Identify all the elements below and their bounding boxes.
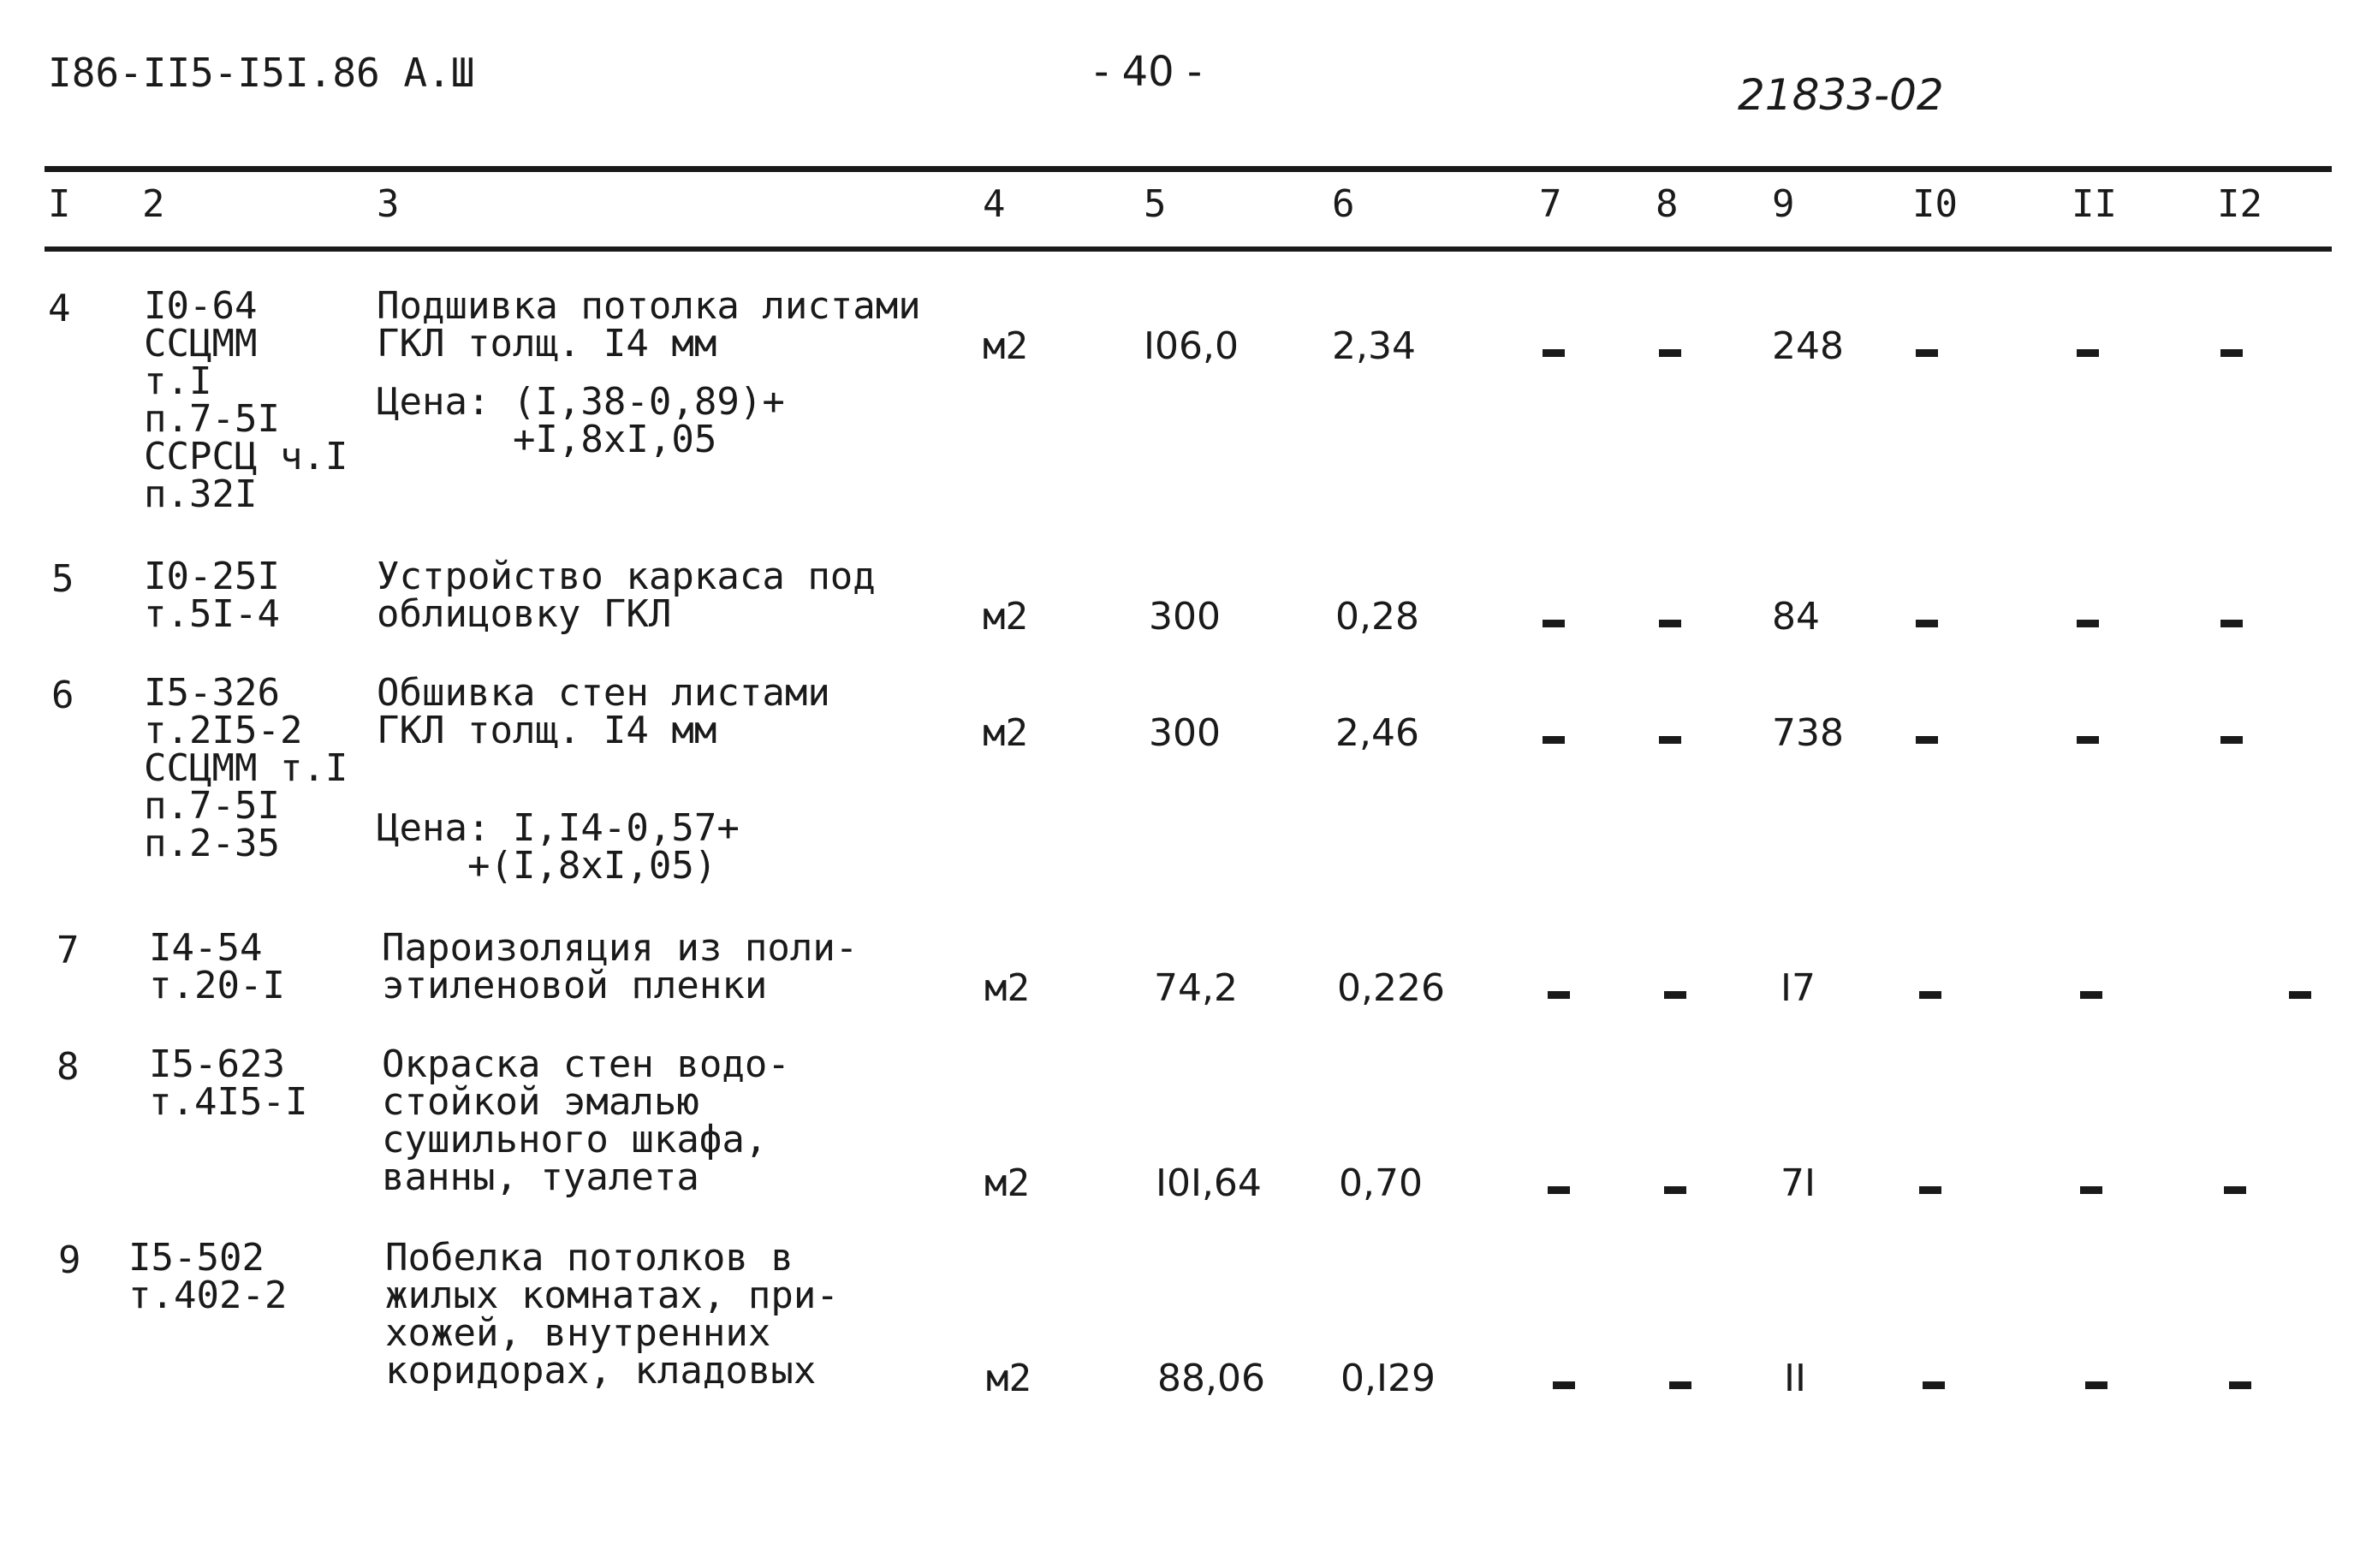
col-header-3: 3 [377, 182, 400, 226]
rate: 0,I29 [1341, 1357, 1436, 1400]
dash-col10 [1919, 1186, 1941, 1194]
dash-col7 [1543, 736, 1565, 744]
row-number: 4 [48, 287, 71, 330]
quantity: 300 [1149, 711, 1221, 755]
col-header-6: 6 [1332, 182, 1355, 226]
col-header-12: I2 [2217, 182, 2262, 226]
norm-code: I5-502 т.402-2 [128, 1236, 288, 1317]
rate: 0,70 [1339, 1161, 1423, 1205]
dash-col10 [1916, 349, 1938, 357]
work-description: Окраска стен водо- стойкой эмалью сушильного шкафа, ванны, туалета [382, 1042, 790, 1199]
dash-col7 [1543, 349, 1565, 357]
dash-col8 [1659, 736, 1681, 744]
dash-col10 [1919, 991, 1941, 999]
dash-col7 [1548, 1186, 1570, 1194]
rate: 2,34 [1332, 324, 1416, 368]
norm-code: I0-25I т.5I-4 [144, 555, 280, 636]
unit: м2 [983, 324, 1028, 368]
row-number: 5 [51, 557, 74, 601]
unit: м2 [983, 711, 1028, 755]
row-number: 7 [56, 929, 80, 972]
dash-col11 [2080, 1186, 2102, 1194]
rate: 2,46 [1335, 711, 1419, 755]
col-header-11: II [2072, 182, 2117, 226]
norm-code: I4-54 т.20-I [149, 926, 285, 1007]
dash-col12 [2229, 1381, 2251, 1389]
col-header-4: 4 [983, 182, 1006, 226]
total: II [1784, 1357, 1806, 1400]
dash-col10 [1923, 1381, 1945, 1389]
work-description: Пароизоляция из поли- этиленовой пленки [382, 926, 859, 1007]
unit: м2 [984, 1161, 1030, 1205]
quantity: I06,0 [1144, 324, 1239, 368]
table-header-rule [45, 246, 2332, 252]
dash-col8 [1664, 991, 1686, 999]
price-note: Цена: I,I4-0,57+ +(I,8хI,05) [377, 806, 740, 888]
dash-col11 [2077, 620, 2099, 627]
quantity: 74,2 [1154, 966, 1238, 1010]
col-header-10: I0 [1912, 182, 1958, 226]
norm-code: I5-326 т.2I5-2 ССЦММ т.I п.7-5I п.2-35 [144, 671, 348, 865]
quantity: 300 [1149, 595, 1221, 638]
total: 84 [1772, 595, 1820, 638]
row-number: 9 [58, 1238, 81, 1282]
work-description: Побелка потолков в жилых комнатах, при- хожей, внутренних коридорах, кладовых [385, 1236, 839, 1393]
col-header-5: 5 [1144, 182, 1167, 226]
unit: м2 [986, 1357, 1031, 1400]
dash-col8 [1659, 620, 1681, 627]
unit: м2 [983, 595, 1028, 638]
quantity: I0I,64 [1156, 1161, 1262, 1205]
dash-col12 [2220, 736, 2243, 744]
norm-code: I0-64 ССЦММ т.I п.7-5I ССРСЦ ч.I п.32I [144, 284, 348, 516]
dash-col8 [1664, 1186, 1686, 1194]
col-header-7: 7 [1539, 182, 1562, 226]
dash-col11 [2085, 1381, 2107, 1389]
table-top-rule [45, 166, 2332, 172]
row-number: 6 [51, 674, 74, 717]
price-note: Цена: (I,38-0,89)+ +I,8хI,05 [377, 380, 785, 461]
quantity: 88,06 [1157, 1357, 1265, 1400]
col-header-9: 9 [1772, 182, 1795, 226]
total: I7 [1780, 966, 1816, 1010]
work-description: Подшивка потолка листами ГКЛ толщ. I4 мм [377, 284, 921, 365]
dash-col12 [2289, 991, 2311, 999]
dash-col11 [2080, 991, 2102, 999]
dash-col12 [2224, 1186, 2246, 1194]
col-header-8: 8 [1656, 182, 1679, 226]
dash-col11 [2077, 736, 2099, 744]
dash-col10 [1916, 736, 1938, 744]
dash-col8 [1659, 349, 1681, 357]
norm-code: I5-623 т.4I5-I [149, 1042, 308, 1124]
dash-col11 [2077, 349, 2099, 357]
dash-col12 [2220, 349, 2243, 357]
dash-col10 [1916, 620, 1938, 627]
row-number: 8 [56, 1045, 80, 1089]
page-number: - 40 - [1094, 48, 1203, 96]
document-number: 21833-02 [1738, 70, 1944, 120]
work-description: Обшивка стен листами ГКЛ толщ. I4 мм [377, 671, 830, 752]
total: 7I [1780, 1161, 1816, 1205]
col-header-1: I [48, 182, 71, 226]
col-header-2: 2 [142, 182, 165, 226]
work-description: Устройство каркаса под облицовку ГКЛ [377, 555, 876, 636]
dash-col7 [1553, 1381, 1575, 1389]
document-code: I86-II5-I5I.86 А.Ш [48, 50, 475, 96]
rate: 0,28 [1335, 595, 1419, 638]
total: 248 [1772, 324, 1844, 368]
dash-col8 [1669, 1381, 1691, 1389]
unit: м2 [984, 966, 1030, 1010]
rate: 0,226 [1337, 966, 1445, 1010]
total: 738 [1772, 711, 1844, 755]
dash-col7 [1543, 620, 1565, 627]
dash-col7 [1548, 991, 1570, 999]
dash-col12 [2220, 620, 2243, 627]
